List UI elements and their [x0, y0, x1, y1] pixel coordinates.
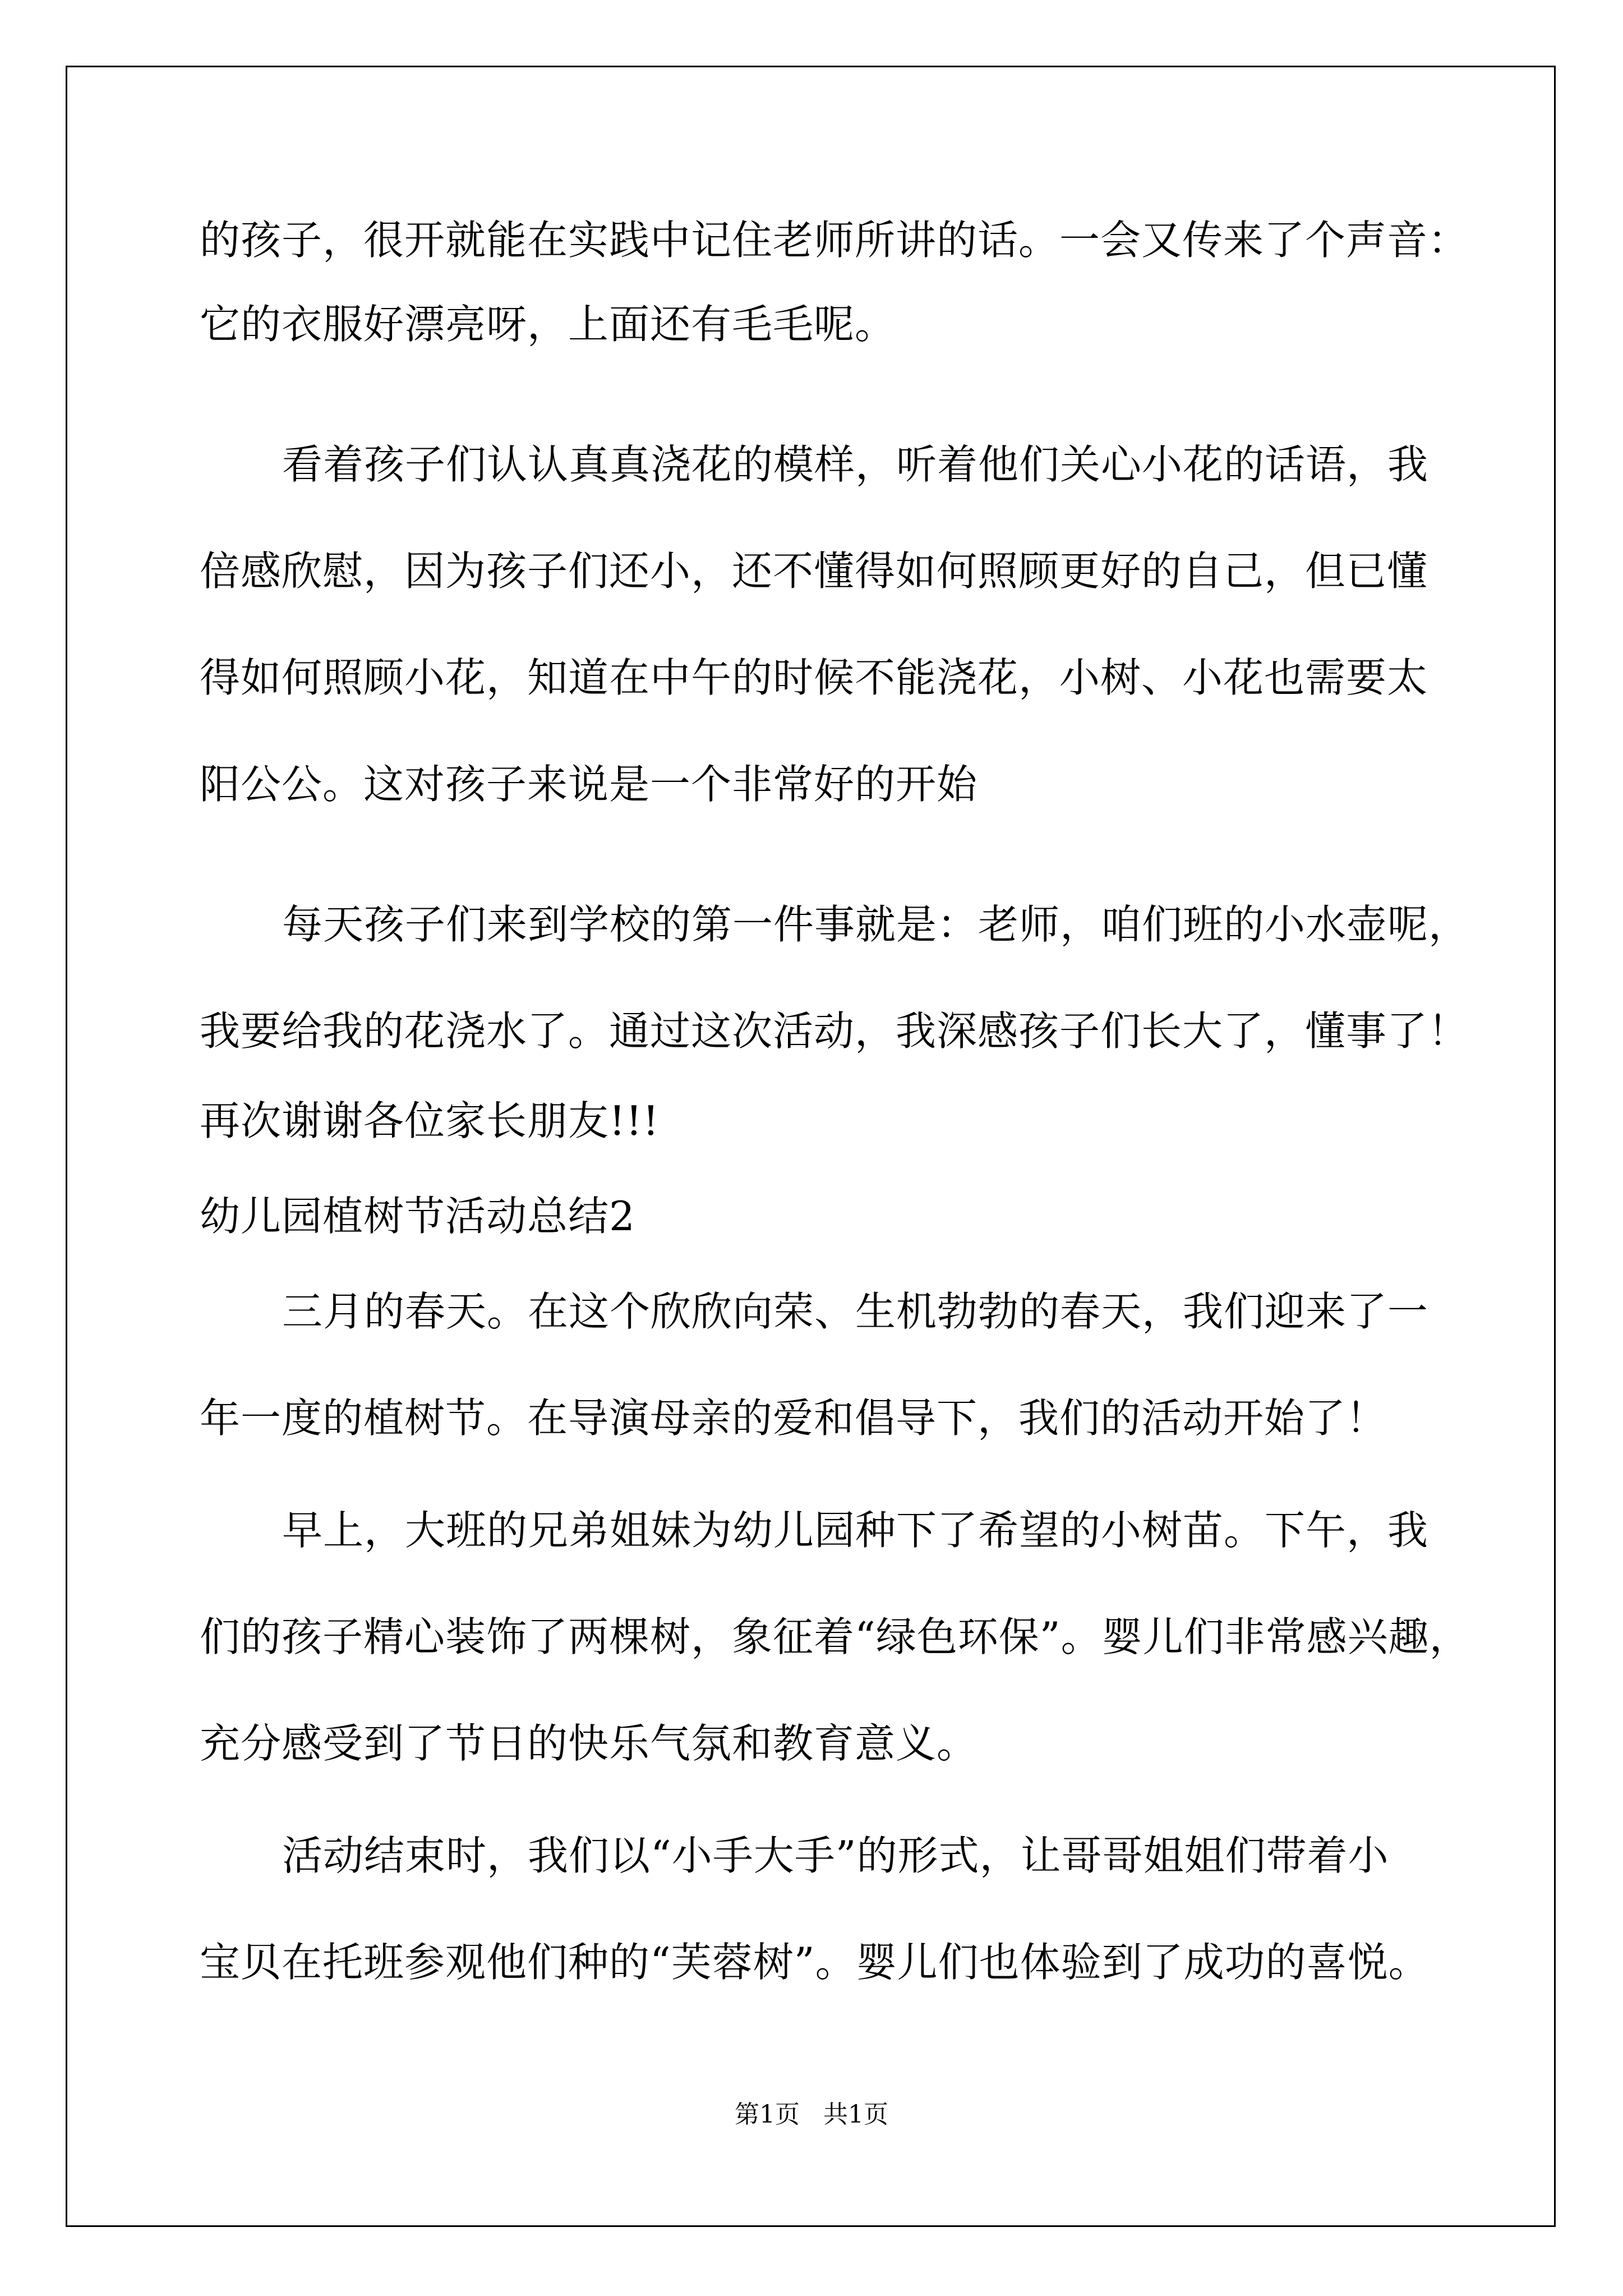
page-number-footer: 第1页 共1页: [735, 2100, 888, 2129]
body-text-line: 阳公公。这对孩子来说是一个非常好的开始: [200, 761, 978, 808]
body-text-line: 我要给我的花浇水了。通过这次活动，我深感孩子们长大了，懂事了！: [200, 1007, 1469, 1055]
body-text-line: 活动结束时，我们以“小手大手”的形式，让哥哥姐姐们带着小: [282, 1832, 1389, 1879]
body-text-line: 的孩子，很开就能在实践中记住老师所讲的话。一会又传来了个声音：: [200, 217, 1469, 264]
body-text-line: 再次谢谢各位家长朋友!!!: [200, 1097, 660, 1144]
body-text-line: 充分感受到了节日的快乐气氛和教育意义。: [200, 1720, 978, 1767]
body-text-line: 三月的春天。在这个欣欣向荣、生机勃勃的春天，我们迎来了一: [282, 1288, 1429, 1335]
body-text-line: 每天孩子们来到学校的第一件事就是：老师，咱们班的小水壶呢，: [282, 901, 1470, 948]
body-text-line: 看着孩子们认认真真浇花的模样，听着他们关心小花的话语，我: [282, 441, 1429, 488]
body-text-line: 得如何照顾小花，知道在中午的时候不能浇花，小树、小花也需要太: [200, 654, 1428, 701]
body-text-line: 倍感欣慰，因为孩子们还小，还不懂得如何照顾更好的自己，但已懂: [200, 547, 1428, 595]
body-text-line: 们的孩子精心装饰了两棵树，象征着“绿色环保”。婴儿们非常感兴趣，: [200, 1613, 1470, 1660]
body-text-line: 宝贝在托班参观他们种的“芙蓉树”。婴儿们也体验到了成功的喜悦。: [200, 1939, 1430, 1986]
body-text-line: 早上，大班的兄弟姐妹为幼儿园种下了希望的小树苗。下午，我: [282, 1507, 1429, 1554]
body-text-line: 它的衣服好漂亮呀，上面还有毛毛呢。: [200, 301, 896, 348]
body-text-line: 年一度的植树节。在导演母亲的爱和倡导下，我们的活动开始了！: [200, 1395, 1387, 1442]
section-heading: 幼儿园植树节活动总结2: [200, 1193, 635, 1240]
